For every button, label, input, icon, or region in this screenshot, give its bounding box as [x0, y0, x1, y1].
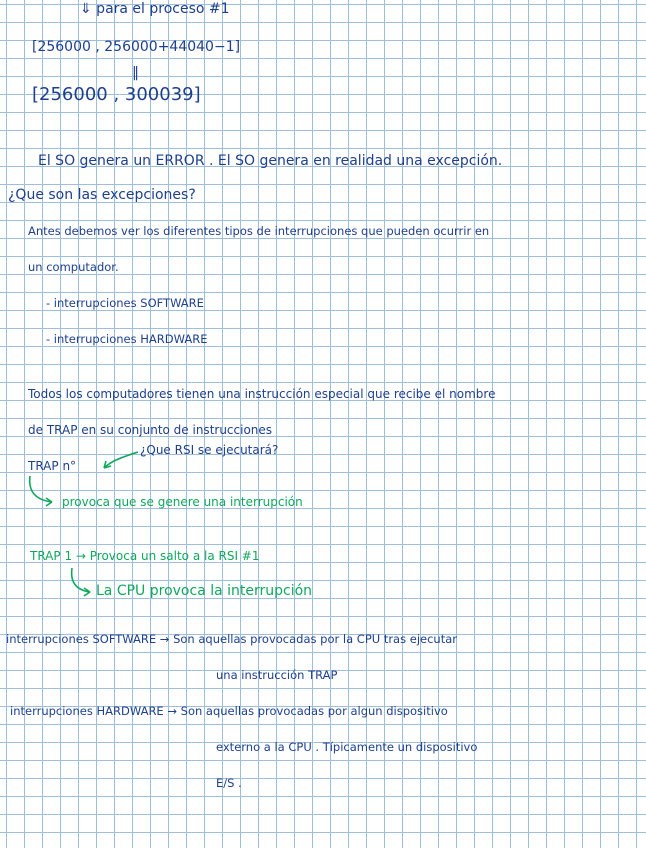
note-line-antes-2: un computador.: [28, 260, 119, 274]
rsi-question-arrow: [104, 452, 138, 468]
trap1-hook-arrowhead: [84, 588, 90, 596]
note-line-hw-def-3: E/S .: [216, 776, 242, 790]
note-line-sw-def-1: interrupciones SOFTWARE → Son aquellas provocadas por la CPU tras ejecutar: [6, 632, 457, 646]
note-line-question: ¿Que son las excepciones?: [8, 187, 196, 203]
trap-hook-arrow: [30, 476, 52, 502]
note-line-range-result: [256000 , 300039]: [32, 84, 201, 105]
note-line-rsi-question: ¿Que RSI se ejecutará?: [140, 443, 279, 457]
note-line-sw-def-2: una instrucción TRAP: [216, 668, 338, 682]
note-line-range-expression: [256000 , 256000+44040−1]: [32, 39, 241, 55]
trap-hook-arrowhead: [46, 498, 52, 506]
note-line-hw-def-2: externo a la CPU . Típicamente un dispositivo: [216, 740, 478, 754]
note-line-trap-1: TRAP 1 → Provoca un salto a la RSI #1: [30, 549, 260, 563]
trap1-hook-arrow: [72, 568, 90, 592]
note-line-hw-def-1: interrupciones HARDWARE → Son aquellas provocadas por algun dispositivo: [10, 704, 448, 718]
note-bullet-software: - interrupciones SOFTWARE: [46, 296, 204, 310]
note-line-so-error: El SO genera un ERROR . El SO genera en realidad una excepción.: [38, 153, 503, 169]
note-line-antes-1: Antes debemos ver los diferentes tipos de interrupciones que pueden ocurrir en: [28, 224, 490, 238]
note-line-provoca-interrupcion: provoca que se genere una interrupción: [62, 495, 303, 509]
note-equals-mark: ‖: [132, 65, 139, 81]
note-line-cpu-provoca: La CPU provoca la interrupción: [96, 583, 313, 599]
rsi-question-arrowhead: [104, 461, 111, 468]
note-line-todos-1: Todos los computadores tienen una instrucción especial que recibe el nombre: [28, 387, 496, 401]
note-line-trap-n: TRAP n°: [28, 459, 77, 473]
note-bullet-hardware: - interrupciones HARDWARE: [46, 332, 208, 346]
note-line-para-proceso: ⇓ para el proceso #1: [80, 1, 230, 17]
note-line-todos-2: de TRAP en su conjunto de instrucciones: [28, 423, 273, 437]
